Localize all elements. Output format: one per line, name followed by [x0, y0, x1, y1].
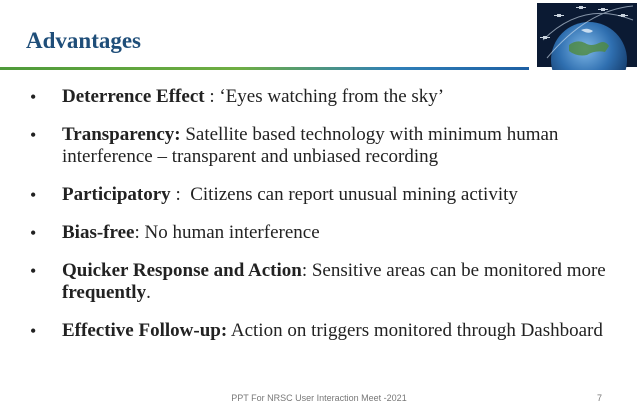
- earth-satellites-image: [529, 0, 638, 70]
- bullet-text: ‘Eyes watching from the sky’: [219, 86, 445, 107]
- list-item: [30, 222, 620, 244]
- bullet-icon: •: [30, 125, 37, 145]
- bullet-separator: :: [301, 260, 312, 281]
- page-number: 7: [596, 393, 602, 403]
- bullet-icon: •: [30, 223, 37, 243]
- bullet-heading: Quicker Response and Action: [62, 260, 302, 281]
- bullet-separator: :: [134, 222, 145, 243]
- list-item: [30, 320, 620, 342]
- title-underline: [0, 67, 529, 70]
- bullet-text: No human interference: [144, 222, 320, 243]
- list-item: [30, 86, 620, 108]
- bullet-separator: :: [204, 86, 220, 107]
- bullet-heading: Deterrence Effect: [62, 86, 205, 107]
- list-item: [30, 124, 620, 168]
- bullet-heading: Effective Follow-up:: [62, 320, 228, 341]
- slide-title: Advantages: [26, 28, 142, 53]
- bullet-text: Satellite based technology with minimum human interference – transparent and unbiased recording: [62, 124, 559, 167]
- bullet-icon: •: [30, 321, 37, 341]
- bullet-text: Action on triggers monitored through Dashboard: [230, 320, 603, 341]
- bullet-icon: •: [30, 261, 37, 281]
- bullet-separator: :: [170, 184, 191, 205]
- bullet-emphasis: frequently: [62, 282, 147, 303]
- bullet-text: Citizens can report unusual mining activity: [190, 184, 518, 205]
- bullet-heading: Bias-free: [62, 222, 135, 243]
- advantages-list: [30, 86, 620, 358]
- bullet-icon: •: [30, 87, 37, 107]
- slide-footer: PPT For NRSC User Interaction Meet -2021: [231, 393, 407, 403]
- bullet-text: Sensitive areas can be monitored more: [311, 260, 606, 281]
- list-item: [30, 184, 620, 206]
- bullet-icon: •: [30, 185, 37, 205]
- list-item: [30, 260, 620, 304]
- bullet-heading: Participatory: [62, 184, 171, 205]
- bullet-tail: .: [146, 282, 151, 303]
- bullet-heading: Transparency:: [62, 124, 181, 145]
